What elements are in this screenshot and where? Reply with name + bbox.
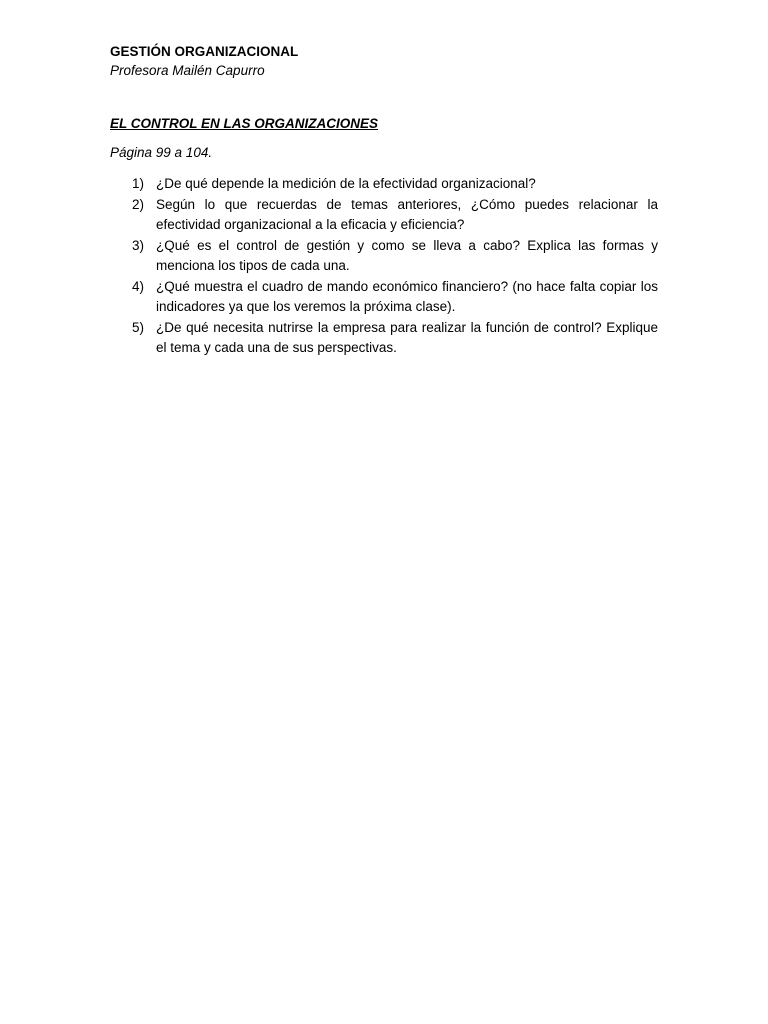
page-range: Página 99 a 104. — [110, 145, 213, 160]
question-text: ¿Qué muestra el cuadro de mando económico financiero? (no hace falta copiar los indicadores ya que los veremos la próxima clase). — [156, 278, 658, 314]
question-number: 3) — [132, 237, 145, 253]
question-item — [110, 277, 658, 318]
question-text: ¿Qué es el control de gestión y como se lleva a cabo? Explica las formas y menciona los tipos de cada una. — [156, 237, 658, 273]
question-text: ¿De qué necesita nutrirse la empresa para realizar la función de control? Explique el tema y cada una de sus perspectivas. — [156, 319, 658, 355]
question-item — [110, 174, 658, 195]
question-number: 2) — [132, 196, 145, 212]
question-item — [110, 318, 658, 359]
course-title: GESTIÓN ORGANIZACIONAL — [110, 44, 299, 59]
question-item — [110, 236, 658, 277]
question-list — [110, 174, 658, 359]
document-page — [110, 42, 658, 359]
question-number: 5) — [132, 319, 145, 335]
question-text: Según lo que recuerdas de temas anteriores, ¿Cómo puedes relacionar la efectividad organizacional a la eficacia y eficiencia? — [156, 196, 658, 232]
question-text: ¿De qué depende la medición de la efectividad organizacional? — [156, 176, 536, 191]
teacher-name: Profesora Mailén Capurro — [110, 63, 265, 78]
question-number: 1) — [132, 176, 145, 191]
question-number: 4) — [132, 278, 145, 294]
question-item — [110, 195, 658, 236]
section-title: EL CONTROL EN LAS ORGANIZACIONES — [110, 116, 379, 131]
